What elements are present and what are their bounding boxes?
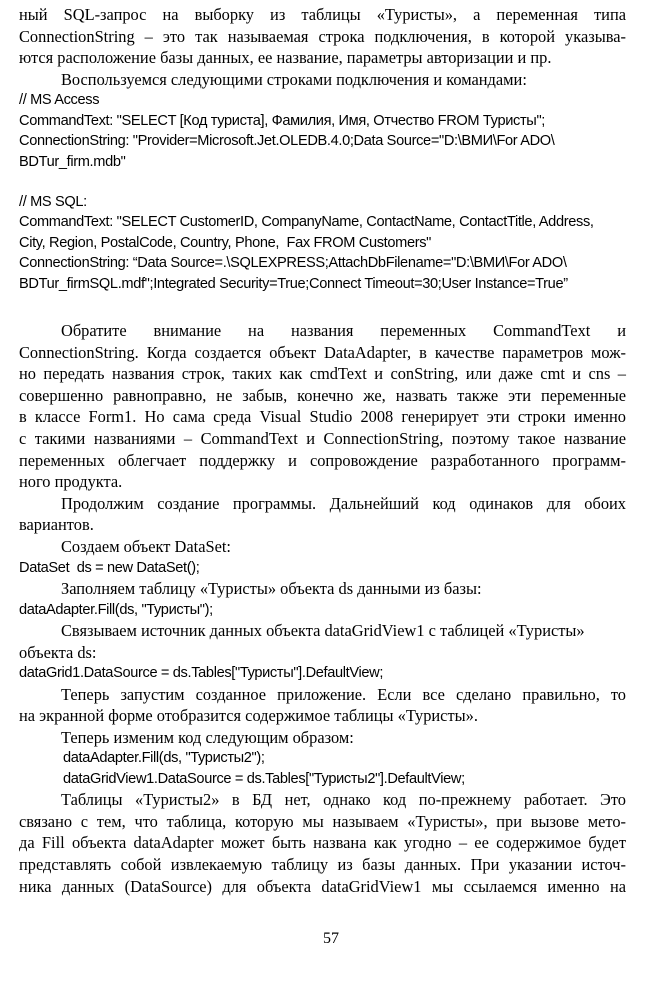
run-line-1: Теперь запустим созданное приложение. Если все сделано правильно, то bbox=[61, 684, 626, 704]
change-code-text: Теперь изменим код следующим образом: bbox=[61, 727, 354, 747]
ms-sql-comment: // MS SQL: bbox=[19, 194, 87, 210]
final-line-2: связано с тем, что таблица, которую мы называем «Туристы», при вызове мето- bbox=[19, 811, 626, 831]
ms-access-connection-string-2: BDTur_firm.mdb" bbox=[19, 153, 126, 170]
continue-paragraph bbox=[19, 493, 626, 536]
final-line-3: да Fill объекта dataAdapter может быть названа как угодно – ее содержимое будет bbox=[19, 833, 626, 853]
ms-sql-command-text-1: CommandText: "SELECT CustomerID, CompanyName, ContactName, ContactTitle, Address, bbox=[19, 214, 594, 231]
ms-access-command-text: CommandText: "SELECT [Код туриста], Фамилия, Имя, Отчество FROM Туристы"; bbox=[19, 112, 545, 129]
attention-paragraph bbox=[19, 320, 626, 493]
final-line-4: представлять собой извлекаемую таблицу из базы данных. При указании источ- bbox=[19, 854, 626, 874]
create-dataset-text: Создаем объект DataSet: bbox=[61, 536, 231, 556]
run-line-2: на экранной форме отобразится содержимое таблицы «Туристы». bbox=[19, 706, 478, 726]
attention-line-6: с такими названиями – CommandText и ConnectionString, поэтому такое название bbox=[19, 429, 626, 448]
ms-sql-connection-string-1: ConnectionString: “Data Source=.\SQLEXPRESS;AttachDbFilename="D:\ВМИ\For ADO\ bbox=[19, 255, 567, 272]
spacer bbox=[19, 172, 626, 192]
ms-sql-connection-string-2: BDTur_firmSQL.mdf";Integrated Security=True;Connect Timeout=30;User Instance=True” bbox=[19, 275, 568, 292]
ms-sql-command-text-2: City, Region, PostalCode, Country, Phone, Fax FROM Customers" bbox=[19, 234, 431, 251]
document-page bbox=[19, 4, 626, 897]
bind-source-code: dataGrid1.DataSource = ds.Tables["Туристы"].DefaultView; bbox=[19, 665, 384, 682]
spacer bbox=[19, 294, 626, 316]
attention-line-5: в классе Form1. Но сама среда Visual Studio 2008 генерирует эти строки именно bbox=[19, 407, 626, 427]
attention-line-8: ного продукта. bbox=[19, 472, 123, 492]
page-number: 57 bbox=[323, 930, 339, 947]
final-paragraph bbox=[19, 789, 626, 897]
fill-table-text: Заполняем таблицу «Туристы» объекта ds данными из базы: bbox=[61, 578, 482, 598]
continue-line-1: Продолжим создание программы. Дальнейший код одинаков для обоих bbox=[61, 493, 626, 513]
ms-access-comment: // MS Access bbox=[19, 92, 100, 109]
change-code-line-2: dataGridView1.DataSource = ds.Tables["Туристы2"].DefaultView; bbox=[63, 770, 465, 787]
intro-line-3: ются расположение базы данных, ее название, параметры авторизации и пр. bbox=[19, 48, 552, 68]
bind-source-text-2: объекта ds: bbox=[19, 642, 97, 662]
bind-source-text-1: Связываем источник данных объекта dataGridView1 с таблицей «Туристы» bbox=[61, 620, 585, 640]
final-line-1: Таблицы «Туристы2» в БД нет, однако код по-прежнему работает. Это bbox=[61, 790, 626, 810]
use-lines-paragraph: Воспользуемся следующими строками подключения и командами: bbox=[61, 69, 527, 89]
change-code-line-1: dataAdapter.Fill(ds, "Туристы2"); bbox=[63, 750, 265, 767]
run-paragraph bbox=[19, 684, 626, 727]
attention-line-2: ConnectionString. Когда создается объект DataAdapter, в качестве параметров мож- bbox=[19, 342, 626, 362]
ms-sql-code-block bbox=[19, 192, 626, 294]
intro-paragraph bbox=[19, 4, 626, 69]
final-line-5: ника данных (DataSource) для объекта dataGridView1 мы ссылаемся именно на bbox=[19, 876, 626, 896]
intro-line-1: ный SQL-запрос на выборку из таблицы «Туристы», а переменная типа bbox=[19, 5, 626, 24]
ms-access-code-block bbox=[19, 90, 626, 172]
create-dataset-code: DataSet ds = new DataSet(); bbox=[19, 559, 200, 576]
ms-access-connection-string-1: ConnectionString: "Provider=Microsoft.Jet.OLEDB.4.0;Data Source="D:\ВМИ\For ADO\ bbox=[19, 133, 555, 150]
attention-line-4: совершенно равноправно, не забыв, конечно же, назвать также эти переменные bbox=[19, 385, 626, 405]
fill-table-code: dataAdapter.Fill(ds, "Туристы"); bbox=[19, 601, 213, 618]
attention-line-3: но передать названия строк, таких как cmdText и conString, или даже cmt и cns – bbox=[19, 364, 626, 384]
attention-line-1: Обратите внимание на названия переменных CommandText и bbox=[61, 321, 626, 341]
continue-line-2: вариантов. bbox=[19, 515, 94, 535]
attention-line-7: переменных облегчает поддержку и сопровождение разработанного программ- bbox=[19, 450, 626, 470]
intro-line-2: ConnectionString – это так называемая строка подключения, в которой указыва- bbox=[19, 26, 626, 46]
